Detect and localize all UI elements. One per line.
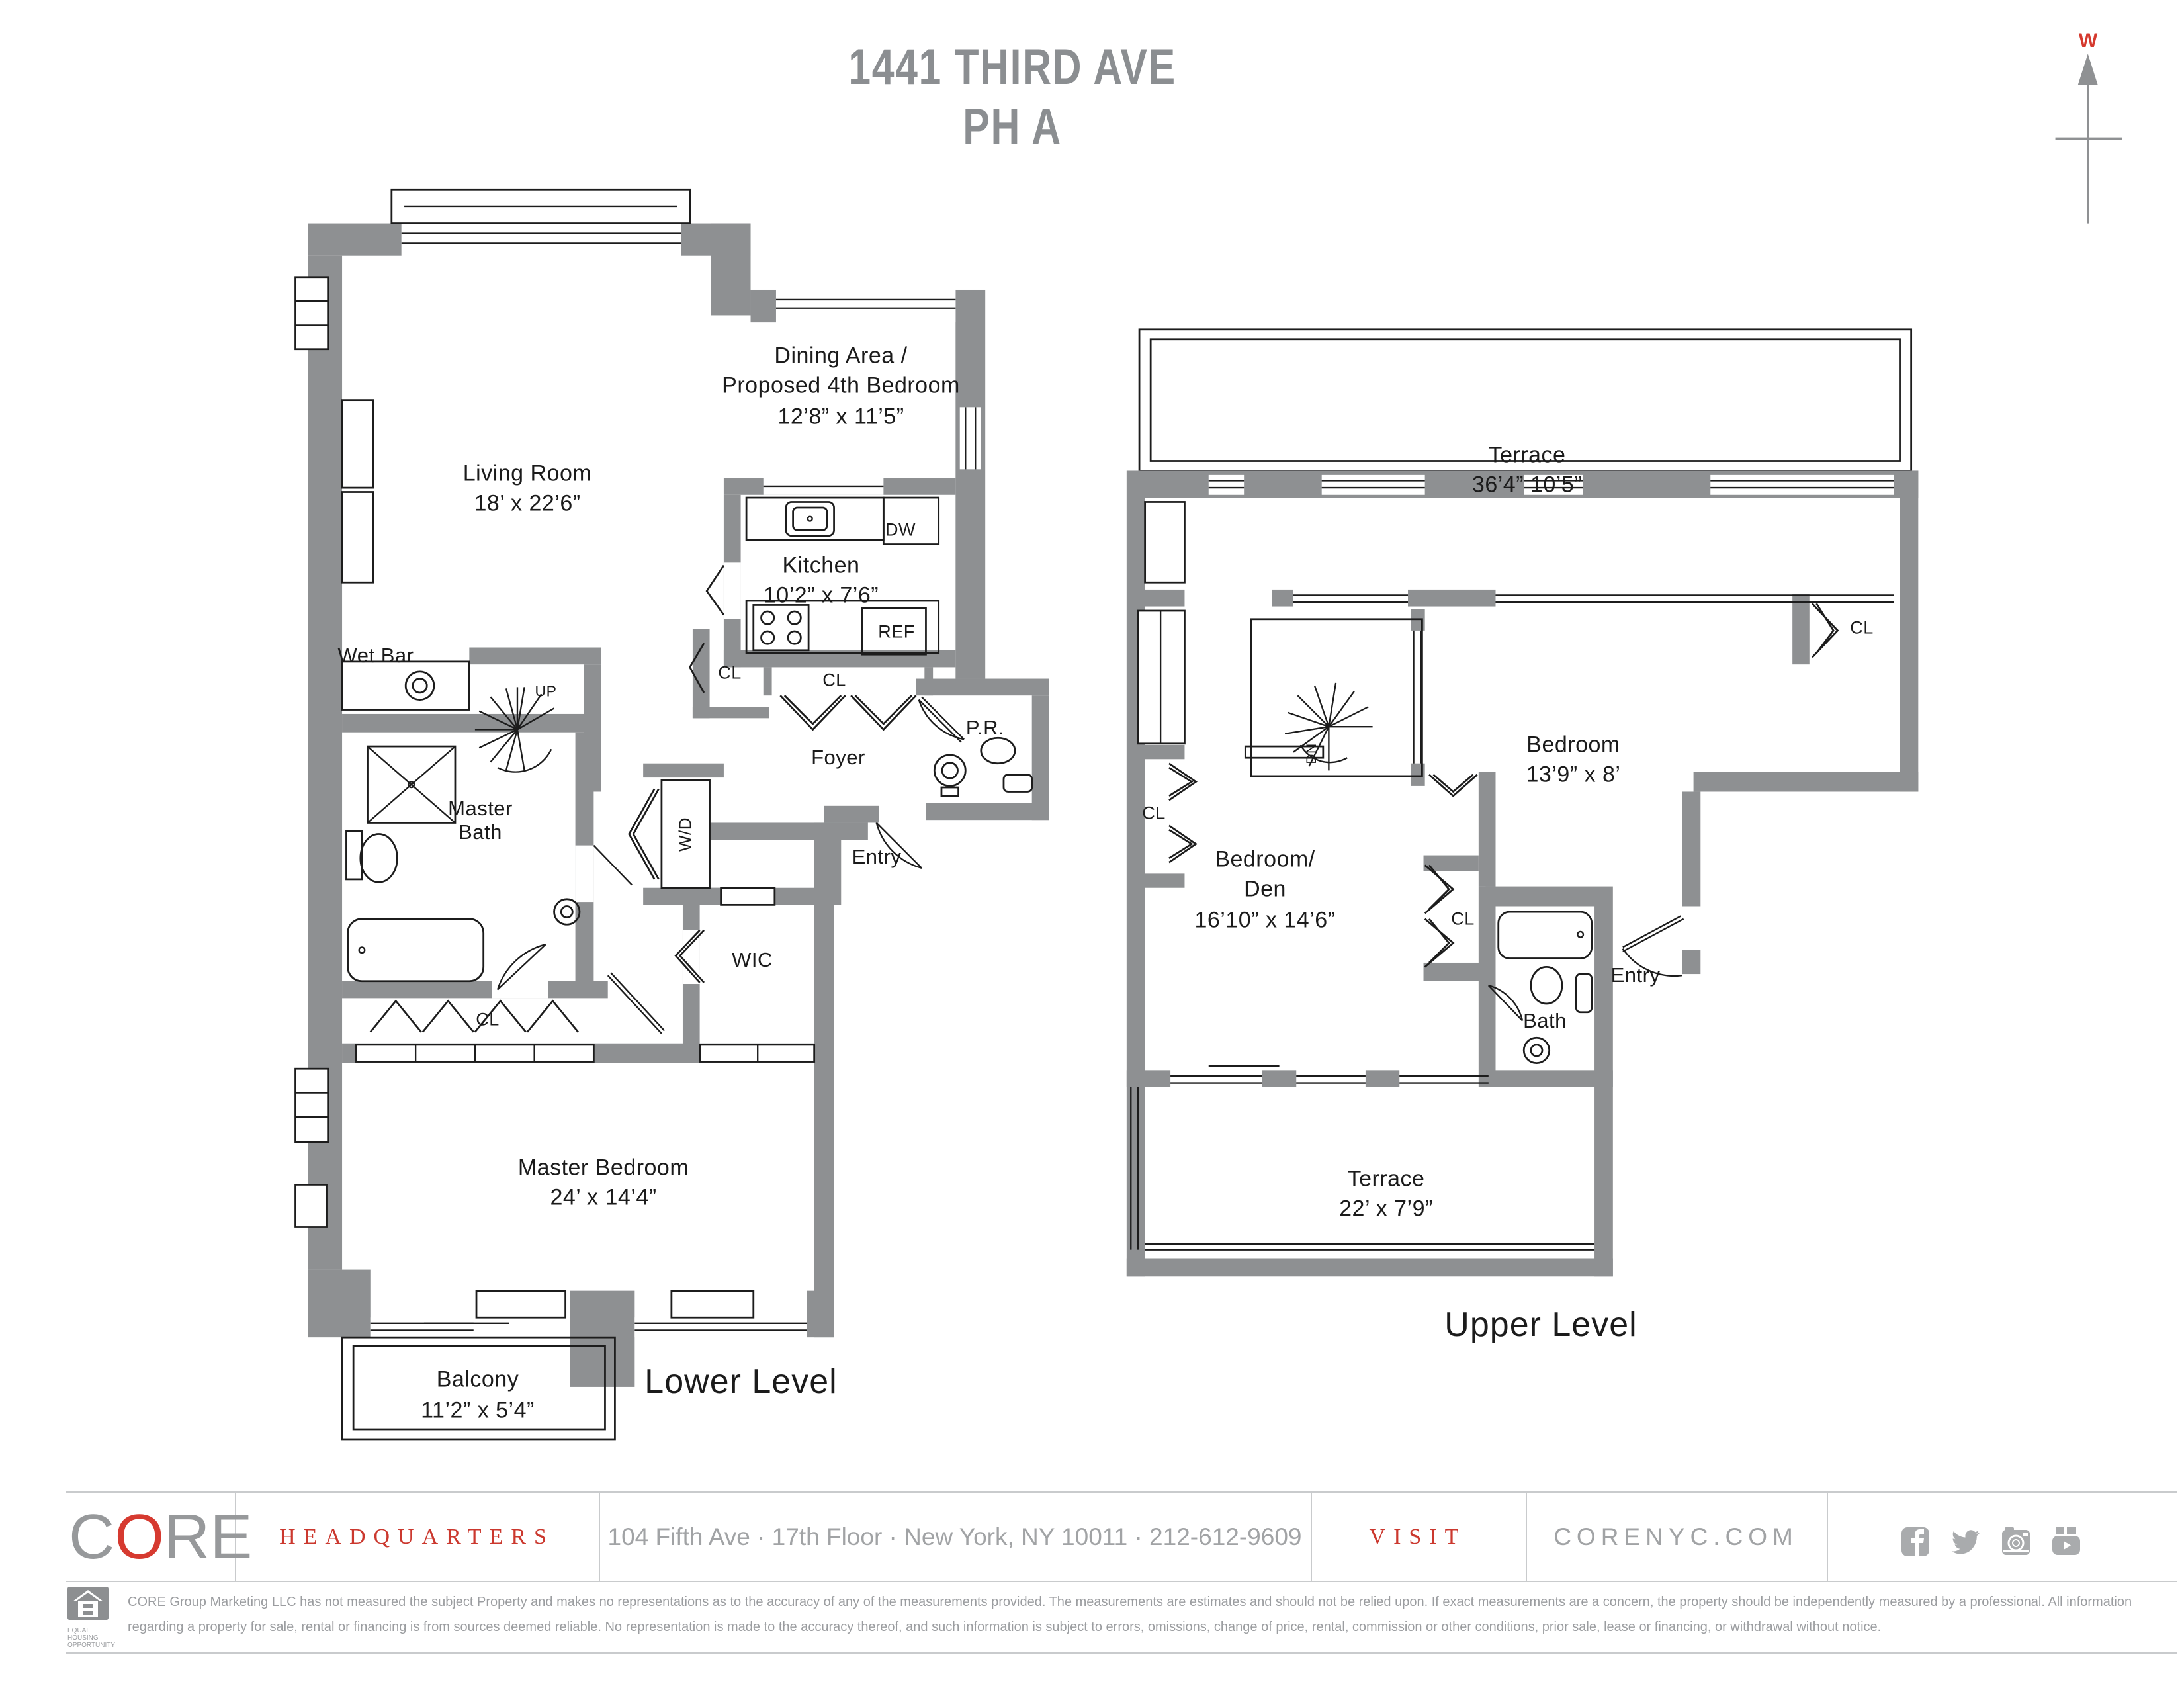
room-dims-master-bedroom: 24’ x 14’4” bbox=[550, 1184, 657, 1210]
room-label-bath: Bath bbox=[1523, 1009, 1567, 1032]
room-dims-dining: 12’8” x 11’5” bbox=[777, 404, 904, 429]
disclaimer-line-2: regarding a property for sale, rental or financing is from sources deemed reliable. No representation is made to the accuracy thereof, and such information is subject to errors, omissions, change of price, rental, commission or other conditions, prior sale, lease or financing, or withdrawal without notice. bbox=[128, 1620, 1882, 1634]
window-slot-dining-east bbox=[960, 407, 981, 469]
room-dims-bedroom: 13’9” x 8’ bbox=[1526, 762, 1621, 787]
washer-dryer bbox=[629, 780, 710, 887]
room-dims-balcony: 11’2” x 5’4” bbox=[421, 1398, 535, 1423]
room-label-master-bath-1: Master bbox=[448, 797, 513, 820]
core-logo-o: O bbox=[114, 1501, 164, 1572]
room-label-entry-lower: Entry bbox=[852, 845, 902, 868]
level-title-upper: Upper Level bbox=[1444, 1306, 1638, 1344]
footer-mid-border bbox=[66, 1581, 2177, 1582]
den-south-windows bbox=[1170, 1066, 1489, 1083]
label-closet-mid: CL bbox=[1451, 909, 1475, 929]
built-in-shelf bbox=[342, 492, 373, 583]
room-label-powder-room: P.R. bbox=[965, 716, 1005, 739]
room-label-kitchen: Kitchen bbox=[782, 553, 860, 578]
stair-bedroom-door bbox=[1429, 775, 1477, 796]
footer-top-border bbox=[66, 1491, 2177, 1493]
visit-link[interactable]: VISIT bbox=[1369, 1525, 1467, 1549]
room-label-wet-bar: Wet Bar bbox=[337, 644, 414, 667]
built-in-shelf bbox=[342, 400, 373, 488]
powder-room-fixtures bbox=[934, 738, 1031, 796]
room-label-foyer: Foyer bbox=[811, 746, 865, 769]
bedroom-closet-door bbox=[1812, 603, 1837, 657]
equal-housing-logo bbox=[67, 1587, 120, 1649]
website-link[interactable]: CORENYC.COM bbox=[1553, 1523, 1798, 1550]
room-dims-bedroom-den: 16’10” x 14’6” bbox=[1194, 907, 1336, 933]
room-label-master-bath-2: Bath bbox=[459, 821, 502, 844]
label-closet-upper-left: CL bbox=[1142, 803, 1166, 823]
window-box-left-3 bbox=[296, 1184, 327, 1227]
youtube-icon[interactable] bbox=[2051, 1527, 2081, 1556]
window-box-left-2 bbox=[296, 1069, 328, 1142]
room-dims-living-room: 18’ x 22’6” bbox=[474, 490, 581, 516]
footer-divider bbox=[1311, 1493, 1312, 1581]
kitchen-passthrough bbox=[764, 478, 884, 495]
footer-divider bbox=[1526, 1493, 1527, 1581]
upper-bath-fixtures bbox=[1489, 912, 1592, 1063]
footer-divider bbox=[1827, 1493, 1828, 1581]
room-label-dining-1: Dining Area / bbox=[774, 343, 908, 369]
facebook-icon[interactable] bbox=[1900, 1527, 1931, 1556]
window-box-left-1 bbox=[296, 277, 328, 349]
room-dims-kitchen: 10’2” x 7’6” bbox=[763, 582, 879, 608]
spiral-stair-down bbox=[1245, 619, 1422, 776]
label-washer-dryer: W/D bbox=[675, 817, 695, 852]
label-closet-foyer: CL bbox=[822, 670, 846, 690]
compass-west-label: W bbox=[2078, 30, 2098, 52]
bay-window-living bbox=[392, 189, 690, 223]
room-label-bedroom-den-2: Den bbox=[1244, 876, 1286, 902]
bottom-closet-doors bbox=[371, 1001, 578, 1032]
compass-icon bbox=[2056, 54, 2122, 223]
room-label-dining-2: Proposed 4th Bedroom bbox=[722, 373, 960, 398]
eho-text-2: OPPORTUNITY bbox=[67, 1642, 116, 1649]
den-closet-doors bbox=[1425, 866, 1454, 967]
social-icons bbox=[1900, 1527, 2081, 1556]
core-logo-c: C bbox=[69, 1501, 115, 1572]
room-label-bedroom: Bedroom bbox=[1526, 732, 1620, 758]
page-subtitle: PH A bbox=[963, 99, 1062, 155]
office-address: 104 Fifth Ave · 17th Floor · New York, NY 10011 · 212-612-9609 bbox=[607, 1523, 1302, 1550]
instagram-icon[interactable] bbox=[2001, 1527, 2031, 1556]
footer-divider bbox=[599, 1493, 600, 1581]
wet-bar-counter bbox=[342, 662, 469, 710]
label-dishwasher: DW bbox=[885, 519, 916, 540]
label-closet-kitchen: CL bbox=[718, 662, 742, 683]
label-refrigerator: REF bbox=[878, 621, 915, 642]
eho-text-1: EQUAL HOUSING bbox=[67, 1627, 99, 1642]
label-stair-up: UP bbox=[535, 682, 557, 700]
window-band-dining bbox=[776, 290, 955, 322]
room-label-terrace-top: Terrace bbox=[1488, 442, 1566, 468]
page-title: 1441 THIRD AVE bbox=[848, 39, 1176, 95]
room-label-balcony: Balcony bbox=[436, 1366, 519, 1392]
room-dims-terrace-bottom: 22’ x 7’9” bbox=[1339, 1196, 1433, 1222]
headquarters-label: HEADQUARTERS bbox=[279, 1525, 554, 1549]
room-label-terrace-bottom: Terrace bbox=[1347, 1166, 1425, 1192]
room-dims-terrace-top: 36’4” 10’5” bbox=[1471, 472, 1583, 498]
label-closet-bedroom: CL bbox=[1850, 617, 1874, 638]
room-label-bedroom-den-1: Bedroom/ bbox=[1215, 846, 1315, 872]
level-title-lower: Lower Level bbox=[644, 1362, 838, 1401]
core-logo-re: RE bbox=[164, 1501, 253, 1572]
room-label-master-bedroom: Master Bedroom bbox=[517, 1155, 689, 1180]
label-stair-down: DN bbox=[1304, 743, 1319, 764]
footer-bottom-border bbox=[66, 1652, 2177, 1654]
twitter-icon[interactable] bbox=[1950, 1527, 1981, 1556]
window-band-living bbox=[402, 224, 681, 256]
room-label-living-room: Living Room bbox=[462, 461, 592, 486]
disclaimer-line-1: CORE Group Marketing LLC has not measured the subject Property and makes no representations as to the accuracy of any of the measurements provided. The measurements are estimates and should not be relied upon. If exact measurements are a concern, the property should be independently measured by a professional. All information bbox=[128, 1595, 2132, 1609]
core-logo[interactable] bbox=[69, 1501, 252, 1574]
foyer-closet-doors bbox=[780, 695, 916, 729]
room-label-entry-upper: Entry bbox=[1610, 963, 1661, 987]
room-label-wic: WIC bbox=[732, 948, 773, 971]
label-closet-bottom: CL bbox=[476, 1009, 500, 1030]
